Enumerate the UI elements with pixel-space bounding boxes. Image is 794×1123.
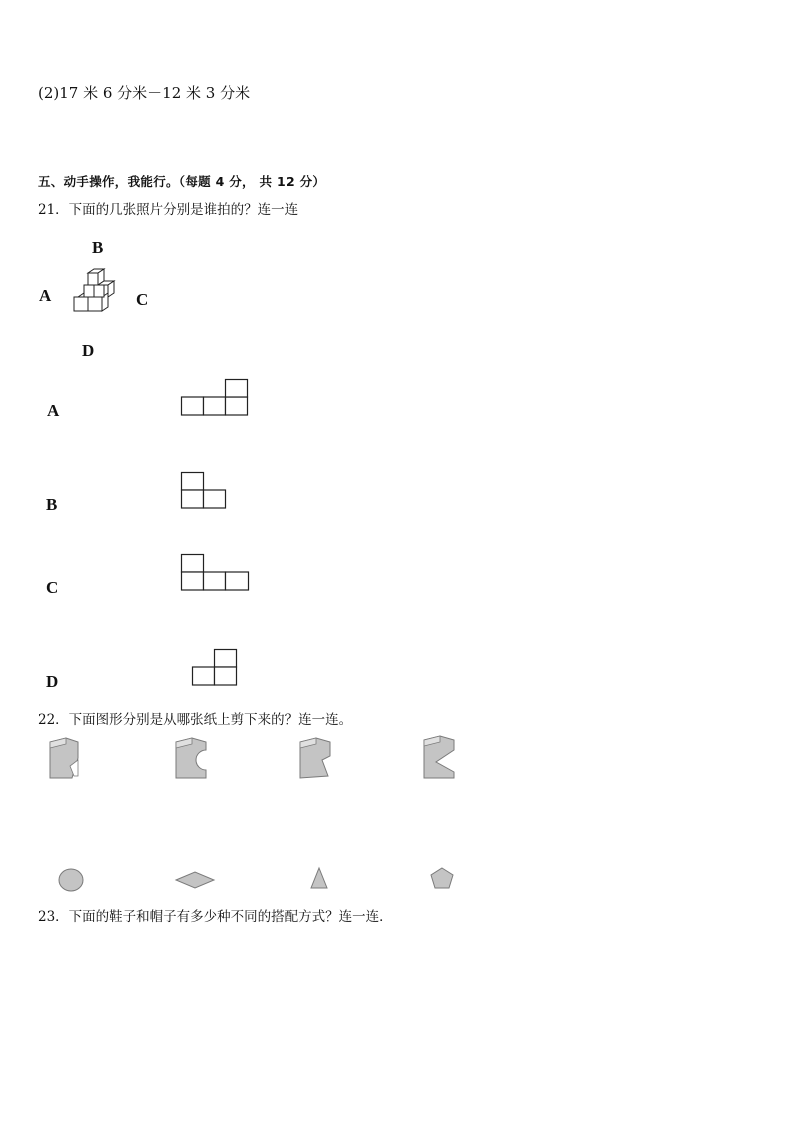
observer-label-d: D <box>82 341 95 360</box>
problem-2-text: (2)17 米 6 分米－12 米 3 分米 <box>38 84 251 102</box>
question-23-title: 23．下面的鞋子和帽子有多少种不同的搭配方式？连一连． <box>38 909 393 925</box>
question-22-title: 22．下面图形分别是从哪张纸上剪下来的？连一连。 <box>38 712 353 728</box>
paper-3-notch-triangle <box>298 736 334 780</box>
view-d-grid <box>192 649 238 686</box>
paper-4-notch-wedge <box>422 734 458 780</box>
view-label-d: D <box>46 672 59 691</box>
observer-label-a: A <box>39 286 52 305</box>
question-21-title: 21．下面的几张照片分别是谁拍的？连一连 <box>38 202 299 218</box>
view-a-grid <box>181 379 249 416</box>
shape-pentagon <box>429 866 455 890</box>
shape-rhombus <box>174 870 216 890</box>
view-label-b: B <box>46 495 58 514</box>
view-label-a: A <box>47 401 60 420</box>
view-label-c: C <box>46 578 59 597</box>
shape-triangle <box>308 866 330 890</box>
view-b-grid <box>181 472 227 509</box>
paper-2-notch-semicircle <box>174 736 210 780</box>
view-c-grid <box>181 554 251 591</box>
observer-label-b: B <box>92 238 104 257</box>
paper-1-notch-trapezoid <box>48 736 84 780</box>
observer-label-c: C <box>136 290 149 309</box>
section-5-title: 五、动手操作，我能行。（每题 4 分， 共 12 分） <box>38 174 326 189</box>
cube-stack-figure <box>70 268 122 326</box>
shape-circle <box>56 867 86 893</box>
